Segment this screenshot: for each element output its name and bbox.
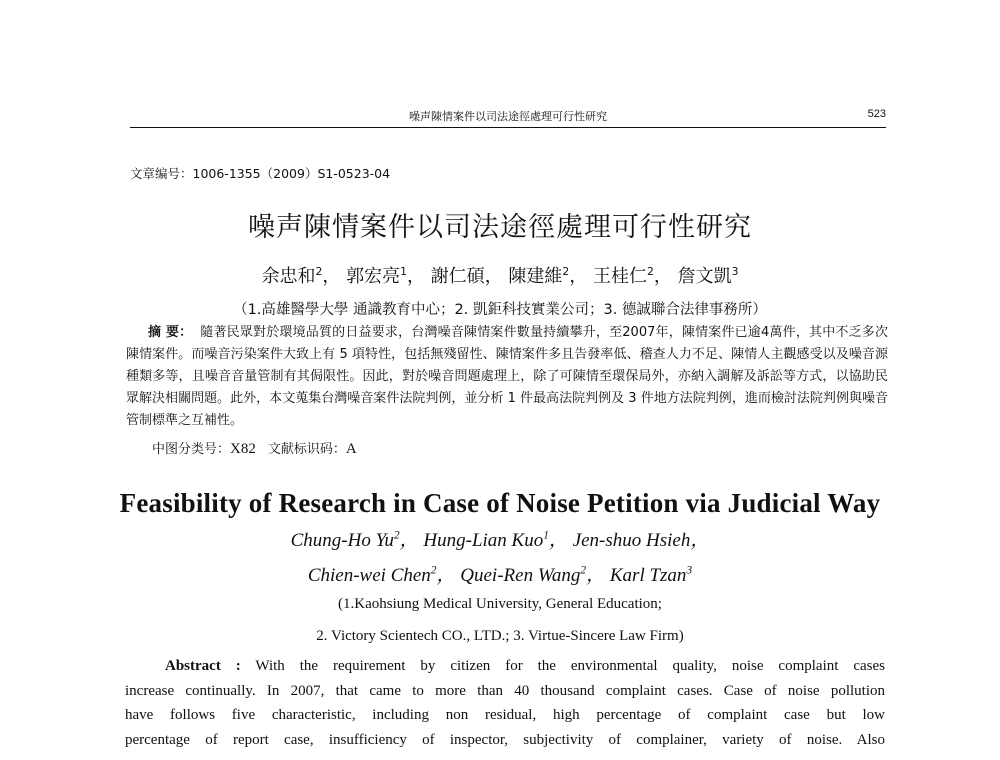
running-head (130, 108, 886, 126)
chinese-abstract (126, 322, 888, 432)
author-name: Quei-Ren Wang (460, 565, 581, 586)
chinese-title: 噪声陳情案件以司法途徑處理可行性研究 (248, 212, 752, 243)
author-name: ， (484, 266, 503, 287)
author (261, 266, 340, 287)
author-name: Hung-Lian Kuo (423, 530, 544, 551)
chinese-abstract-text: 隨著民眾對於環境品質的日益要求，台灣噪音陳情案件數量持續攀升，至2007年，陳情案件已逾4萬件，其中不乏多次陳情案件。而噪音污染案件大致上有 5 項特性，包括無殘留性、陳情案件多且告發率低、稽查人力不足、陳情人主觀感受以及噪音源種類多等，且噪音音量管制有其侷限性。因此，對於噪音問題處理上，除了可陳情至環保局外，亦納入調解及訴訟等方式，以協助民眾解決相關問題。此外，本文蒐集台灣噪音案件法院判例，並分析 1 件最高法院判例及 3 件地方法院判例，進而檢討法院判例與噪音管制標準之互補性。 (126, 325, 888, 428)
author-name: ， (690, 530, 710, 551)
english-affiliation-line-1: (1.Kaohsiung Medical University, General Education; (338, 596, 662, 612)
author (573, 530, 710, 551)
page-number: 523 (867, 108, 886, 120)
author-name: Chung-Ho Yu (290, 530, 394, 551)
doc-code: A (345, 441, 357, 457)
affiliation-mark: 2 (430, 564, 437, 577)
article-number: 文章编号：1006-1355（2009）S1-0523-04 (130, 166, 391, 181)
author (610, 565, 692, 586)
author (346, 266, 425, 287)
affiliation-mark: 3 (686, 564, 693, 577)
clc-label: 中图分类号： (152, 442, 231, 457)
chinese-affiliations: （1.高雄醫學大學 通識教育中心；2. 凱鉅科技實業公司；3. 德誠聯合法律事務所） (233, 302, 767, 318)
author-name: ， (569, 266, 588, 287)
chinese-abstract-label: 摘 要： (148, 325, 193, 340)
english-abstract-line: Abstract : With the requirement by citizen for the environmental quality, noise complaint cases (165, 658, 885, 674)
chinese-authors (0, 262, 1000, 288)
english-abstract-line: increase continually. In 2007, that came to more than 40 thousand complaint cases. Case of noise pollution (125, 682, 885, 699)
english-abstract-line: have follows five characteristic, including non residual, high percentage of complaint case but low (125, 707, 885, 723)
author-name: ， (653, 266, 672, 287)
affiliation-mark: 2 (562, 265, 570, 278)
clc-code: X82 (230, 441, 256, 457)
author-name: ， (399, 530, 419, 551)
running-head-title: 噪声陳情案件以司法途徑處理可行性研究 (409, 111, 607, 123)
english-abstract-label: Abstract : (165, 658, 241, 674)
author-name: Karl Tzan (609, 565, 687, 586)
doc-code-label: 文献标识码： (267, 442, 346, 457)
author (508, 266, 587, 287)
author-name: ， (406, 266, 425, 287)
classification-line (152, 438, 369, 458)
author-name: 詹文凱 (677, 266, 732, 287)
english-affiliation-line-2: 2. Victory Scientech CO., LTD.; 3. Virtue-Sincere Law Firm) (316, 628, 684, 644)
author (291, 530, 419, 551)
author-name: ， (322, 266, 341, 287)
author (308, 565, 456, 586)
author-name: ， (436, 565, 456, 586)
author-name: 郭宏亮 (346, 266, 401, 287)
author-name: Chien-wei Chen (307, 565, 431, 586)
english-abstract (125, 654, 885, 752)
author (678, 266, 739, 287)
affiliation-mark: 1 (400, 265, 407, 278)
english-title: Feasibility of Research in Case of Noise Petition via Judicial Way (119, 488, 881, 518)
affiliation-mark: 2 (580, 564, 587, 577)
author (423, 530, 568, 551)
author-name: Jen-shuo Hsieh (572, 530, 691, 551)
author-name: 王桂仁 (593, 266, 648, 287)
affiliation-mark: 2 (393, 529, 400, 542)
affiliation-mark: 1 (543, 529, 549, 542)
author (431, 266, 503, 287)
affiliation-mark: 2 (315, 265, 323, 278)
author-name: 陳建維 (508, 266, 563, 287)
author-name: 謝仁碩 (430, 266, 485, 287)
affiliation-mark: 2 (647, 265, 654, 278)
affiliation-mark: 3 (731, 265, 739, 278)
author-name: ， (548, 530, 568, 551)
author-name: 余忠和 (261, 266, 316, 287)
header-rule (130, 127, 886, 128)
english-abstract-line: percentage of report case, insufficiency of inspector, subjectivity of complainer, variety of noise. Also (125, 731, 885, 748)
author (460, 565, 605, 586)
author-name: ， (586, 565, 606, 586)
english-authors-line-1 (0, 525, 1000, 552)
english-authors-line-2 (0, 560, 1000, 587)
author (593, 266, 672, 287)
